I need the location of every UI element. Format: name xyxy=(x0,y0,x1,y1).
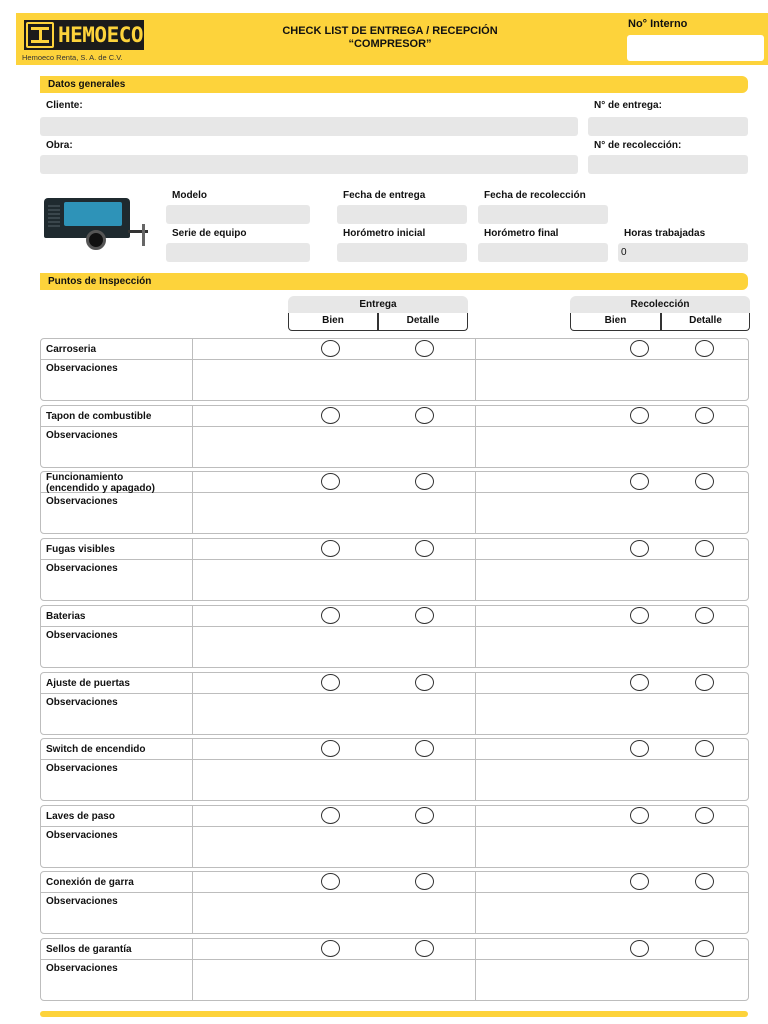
inspection-item xyxy=(40,338,749,401)
fecha-entrega-field[interactable] xyxy=(337,205,467,224)
entrega-bien-radio[interactable] xyxy=(321,607,340,624)
recoleccion-bien-radio[interactable] xyxy=(630,540,649,557)
entrega-detalle-header: Detalle xyxy=(406,315,440,326)
observaciones-field[interactable] xyxy=(193,694,748,734)
document-title xyxy=(230,25,550,51)
compressor-wheel-icon xyxy=(86,230,106,250)
inspection-item xyxy=(40,805,749,868)
obra-field[interactable] xyxy=(40,155,578,174)
horometro-final-field[interactable] xyxy=(478,243,608,262)
entrega-bien-radio[interactable] xyxy=(321,940,340,957)
inspection-section-title: Puntos de Inspección xyxy=(40,273,748,290)
recoleccion-bien-radio[interactable] xyxy=(630,873,649,890)
entrega-bien-radio[interactable] xyxy=(321,873,340,890)
company-name: Hemoeco Renta, S. A. de C.V. xyxy=(22,53,123,62)
entrega-detalle-radio[interactable] xyxy=(415,940,434,957)
observaciones-field[interactable] xyxy=(193,493,748,533)
observaciones-field[interactable] xyxy=(193,960,748,1000)
observaciones-field[interactable] xyxy=(193,827,748,867)
entrega-detalle-radio[interactable] xyxy=(415,607,434,624)
serie-label: Serie de equipo xyxy=(172,228,247,239)
entrega-bien-header: Bien xyxy=(322,315,344,326)
recoleccion-detalle-radio[interactable] xyxy=(695,540,714,557)
observaciones-field[interactable] xyxy=(193,560,748,600)
recoleccion-bien-radio[interactable] xyxy=(630,740,649,757)
entrega-number-label: N° de entrega: xyxy=(594,100,662,111)
recoleccion-detalle-radio[interactable] xyxy=(695,873,714,890)
recoleccion-detalle-radio[interactable] xyxy=(695,407,714,424)
inspection-item xyxy=(40,672,749,735)
observaciones-label: Observaciones xyxy=(46,430,118,441)
recoleccion-number-field[interactable] xyxy=(588,155,748,174)
recoleccion-bien-radio[interactable] xyxy=(630,674,649,691)
observaciones-label: Observaciones xyxy=(46,830,118,841)
inspection-item-name: Switch de encendido xyxy=(46,744,146,755)
inspection-item-name: Sellos de garantía xyxy=(46,944,132,955)
fecha-entrega-label: Fecha de entrega xyxy=(343,190,426,201)
inspection-item-name: Baterias xyxy=(46,611,86,622)
document-title-line2: “COMPRESOR” xyxy=(348,38,432,50)
inspection-item-name: Ajuste de puertas xyxy=(46,678,130,689)
inspection-item-name: Laves de paso xyxy=(46,811,115,822)
recoleccion-bien-radio[interactable] xyxy=(630,407,649,424)
inspection-item xyxy=(40,538,749,601)
recoleccion-detalle-radio[interactable] xyxy=(695,473,714,490)
inspection-item-name: Funcionamiento (encendido y apagado) xyxy=(46,472,155,494)
horometro-inicial-label: Horómetro inicial xyxy=(343,228,426,239)
fecha-recoleccion-field[interactable] xyxy=(478,205,608,224)
entrega-bien-radio[interactable] xyxy=(321,740,340,757)
modelo-label: Modelo xyxy=(172,190,207,201)
observaciones-label: Observaciones xyxy=(46,630,118,641)
horometro-inicial-field[interactable] xyxy=(337,243,467,262)
observaciones-label: Observaciones xyxy=(46,963,118,974)
modelo-field[interactable] xyxy=(166,205,310,224)
observaciones-field[interactable] xyxy=(193,427,748,467)
compressor-panel xyxy=(64,202,122,226)
inspection-item-name: Fugas visibles xyxy=(46,544,115,555)
observaciones-field[interactable] xyxy=(193,360,748,400)
entrega-detalle-radio[interactable] xyxy=(415,740,434,757)
observaciones-label: Observaciones xyxy=(46,763,118,774)
recoleccion-detalle-radio[interactable] xyxy=(695,740,714,757)
inspection-item xyxy=(40,405,749,468)
cliente-field[interactable] xyxy=(40,117,578,136)
footer-bar xyxy=(40,1011,748,1017)
horas-trabajadas-field[interactable]: 0 xyxy=(618,243,748,262)
entrega-detalle-radio[interactable] xyxy=(415,807,434,824)
internal-number-label: No° Interno xyxy=(628,18,688,30)
entrega-bien-radio[interactable] xyxy=(321,473,340,490)
inspection-item xyxy=(40,938,749,1001)
entrega-detalle-radio[interactable] xyxy=(415,873,434,890)
recoleccion-bien-radio[interactable] xyxy=(630,607,649,624)
hemoeco-logo-icon xyxy=(26,22,54,48)
entrega-bien-radio[interactable] xyxy=(321,340,340,357)
recoleccion-detalle-header: Detalle xyxy=(689,315,722,326)
recoleccion-bien-radio[interactable] xyxy=(630,473,649,490)
entrega-subheader xyxy=(288,313,468,331)
recoleccion-detalle-radio[interactable] xyxy=(695,674,714,691)
entrega-group-header: Entrega xyxy=(288,296,468,313)
observaciones-field[interactable] xyxy=(193,627,748,667)
internal-number-field[interactable] xyxy=(627,35,764,61)
general-section-title: Datos generales xyxy=(40,76,748,93)
observaciones-label: Observaciones xyxy=(46,563,118,574)
inspection-item xyxy=(40,605,749,668)
observaciones-field[interactable] xyxy=(193,760,748,800)
compressor-towbar xyxy=(128,230,148,233)
inspection-item-name: Tapon de combustible xyxy=(46,411,152,422)
entrega-bien-radio[interactable] xyxy=(321,407,340,424)
recoleccion-group-header: Recolección xyxy=(570,296,750,313)
recoleccion-number-label: N° de recolección: xyxy=(594,140,682,151)
recoleccion-detalle-radio[interactable] xyxy=(695,607,714,624)
entrega-detalle-radio[interactable] xyxy=(415,473,434,490)
entrega-bien-radio[interactable] xyxy=(321,540,340,557)
inspection-item-name: Conexión de garra xyxy=(46,877,134,888)
observaciones-label: Observaciones xyxy=(46,896,118,907)
recoleccion-bien-header: Bien xyxy=(604,315,627,326)
entrega-number-field[interactable] xyxy=(588,117,748,136)
inspection-item-name: Carroseria xyxy=(46,344,97,355)
entrega-detalle-radio[interactable] xyxy=(415,674,434,691)
entrega-detalle-radio[interactable] xyxy=(415,340,434,357)
observaciones-label: Observaciones xyxy=(46,363,118,374)
observaciones-label: Observaciones xyxy=(46,496,118,507)
serie-field[interactable] xyxy=(166,243,310,262)
entrega-bien-radio[interactable] xyxy=(321,807,340,824)
inspection-item xyxy=(40,738,749,801)
observaciones-field[interactable] xyxy=(193,893,748,933)
cliente-label: Cliente: xyxy=(46,100,83,111)
recoleccion-detalle-radio[interactable] xyxy=(695,340,714,357)
obra-label: Obra: xyxy=(46,140,73,151)
horas-trabajadas-label: Horas trabajadas xyxy=(624,228,706,239)
compressor-grill xyxy=(48,205,60,227)
brand-name: HEMOECO xyxy=(58,23,144,47)
fecha-recoleccion-label: Fecha de recolección xyxy=(484,190,586,201)
inspection-item xyxy=(40,471,749,534)
entrega-bien-radio[interactable] xyxy=(321,674,340,691)
horometro-final-label: Horómetro final xyxy=(484,228,559,239)
recoleccion-bien-radio[interactable] xyxy=(630,940,649,957)
recoleccion-subheader xyxy=(570,313,750,331)
entrega-detalle-radio[interactable] xyxy=(415,540,434,557)
recoleccion-bien-radio[interactable] xyxy=(630,807,649,824)
inspection-item xyxy=(40,871,749,934)
recoleccion-detalle-radio[interactable] xyxy=(695,940,714,957)
observaciones-label: Observaciones xyxy=(46,697,118,708)
document-title-line1: CHECK LIST DE ENTREGA / RECEPCIÓN xyxy=(282,25,498,37)
recoleccion-detalle-radio[interactable] xyxy=(695,807,714,824)
entrega-detalle-radio[interactable] xyxy=(415,407,434,424)
recoleccion-bien-radio[interactable] xyxy=(630,340,649,357)
compressor-jack xyxy=(142,224,145,246)
